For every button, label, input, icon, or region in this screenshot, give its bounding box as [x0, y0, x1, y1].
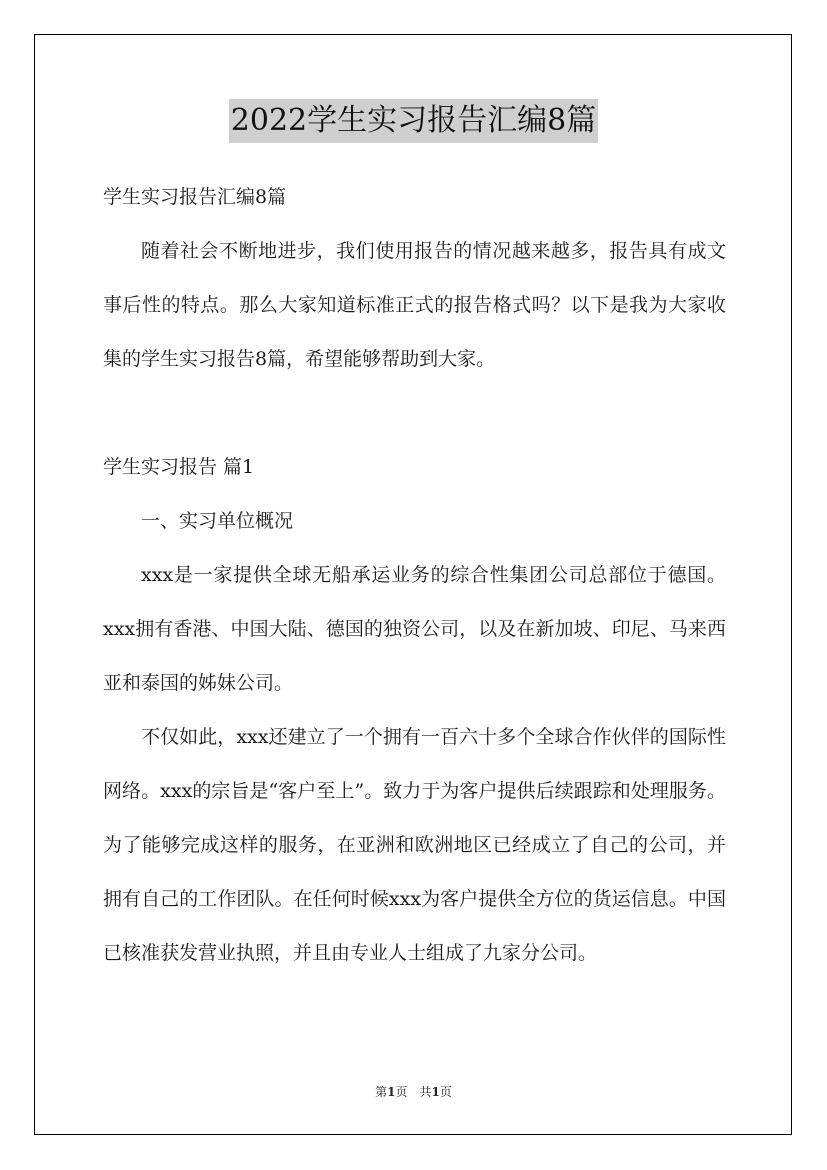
document-title-container	[0, 99, 827, 143]
spacer	[103, 386, 726, 440]
document-title: 2022学生实习报告汇编8篇	[229, 99, 598, 143]
footer-page-number: 1	[387, 1085, 396, 1099]
document-body	[103, 170, 726, 980]
footer-prefix: 第	[375, 1085, 388, 1099]
document-subtitle: 学生实习报告汇编8篇	[103, 186, 287, 208]
page-footer	[0, 1083, 827, 1100]
footer-mid: 页 共	[395, 1085, 432, 1099]
section-subheading: 一、实习单位概况	[141, 510, 294, 532]
body-paragraph: 不仅如此，xxx还建立了一个拥有一百六十多个全球合作伙伴的国际性网络。xxx的宗旨是“客户至上”。致力于为客户提供后续跟踪和处理服务。为了能够完成这样的服务，在亚洲和欧洲地区已经成立了自己的公司，并拥有自己的工作团队。在任何时候xxx为客户提供全方位的货运信息。中国已核准获发营业执照，并且由专业人士组成了九家分公司。	[103, 726, 726, 964]
intro-paragraph: 随着社会不断地进步，我们使用报告的情况越来越多，报告具有成文事后性的特点。那么大家知道标准正式的报告格式吗？以下是我为大家收集的学生实习报告8篇，希望能够帮助到大家。	[103, 240, 726, 370]
body-paragraph: xxx是一家提供全球无船承运业务的综合性集团公司总部位于德国。xxx拥有香港、中国大陆、德国的独资公司，以及在新加坡、印尼、马来西亚和泰国的姊妹公司。	[103, 564, 726, 694]
footer-suffix: 页	[439, 1085, 452, 1099]
section-heading: 学生实习报告 篇1	[103, 456, 255, 478]
footer-total-pages: 1	[431, 1085, 440, 1099]
